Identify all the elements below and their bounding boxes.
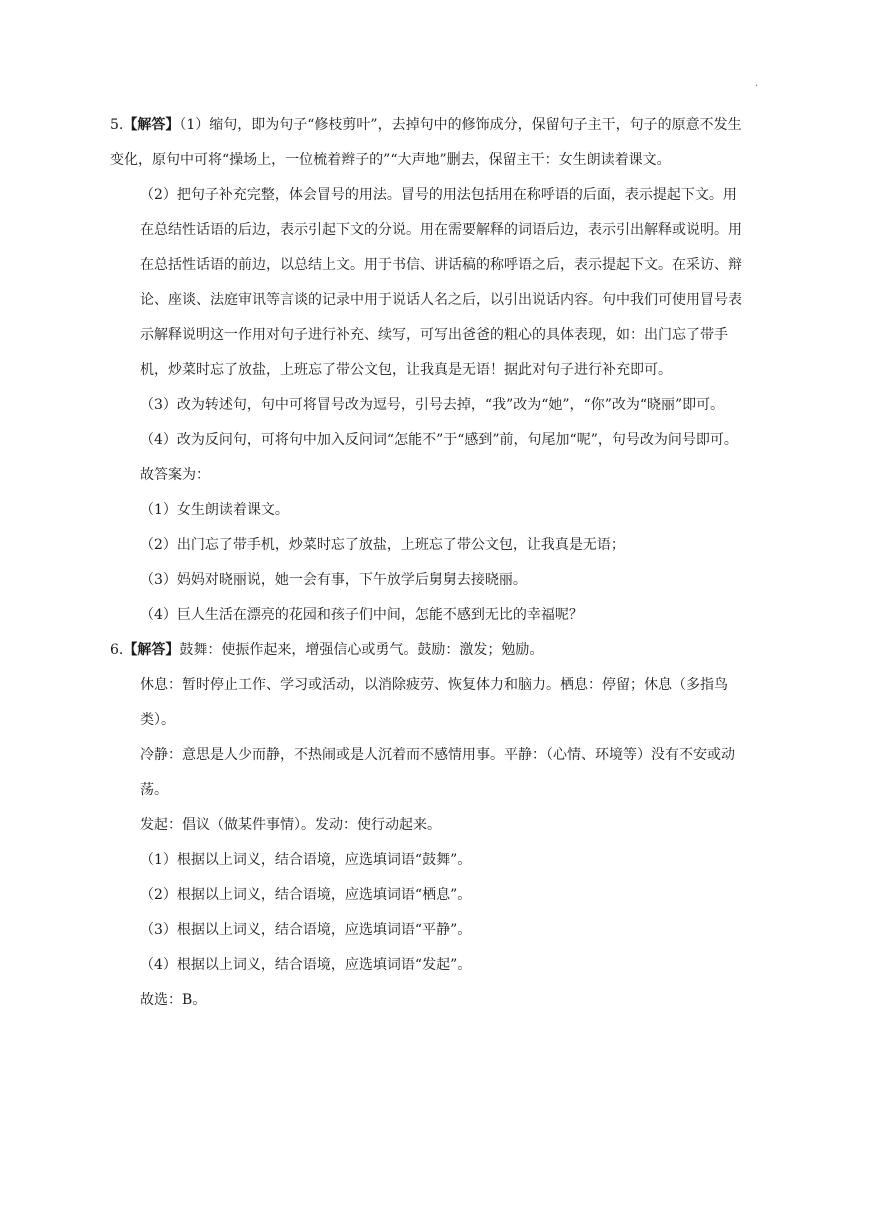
question-6-part-2: 休息：暂时停止工作、学习或活动，以消除疲劳、恢复体力和脑力。栖息：停留；休息（多指鸟类）。 (140, 677, 728, 728)
question-6-part-4: 发起：倡议（做某件事情）。发动：使行动起来。 (140, 817, 441, 833)
answer-page (110, 108, 742, 1018)
question-5-tag: 【解答】 (123, 117, 180, 133)
question-5-answer-1: （1）女生朗读着课文。 (140, 502, 289, 518)
question-6-lead (110, 633, 742, 668)
question-5-answer-intro: 故答案为： (140, 467, 210, 483)
question-5-answer-2: （2）出门忘了带手机，炒菜时忘了放盐，上班忘了带公文包，让我真是无语； (140, 537, 625, 553)
question-6-number: 6. (110, 642, 124, 658)
question-5-answer-3: （3）妈妈对晓丽说，她一会有事，下午放学后舅舅去接晓丽。 (140, 572, 527, 588)
question-5-lead-text: （1）缩句，即为句子“修枝剪叶”，去掉句中的修饰成分，保留句子主干，句子的原意不发生变化，原句中可将“操场上，一位梳着辫子的”“大声地”删去，保留主干：女生朗读着课文。 (110, 117, 742, 168)
question-6-answer-4: （4）根据以上词义，结合语境，应选填词语“发起”。 (140, 957, 472, 973)
question-6-tag: 【解答】 (123, 642, 180, 658)
question-5-answer-4: （4）巨人生活在漂亮的花园和孩子们中间，怎能不感到无比的幸福呢？ (140, 607, 583, 623)
question-5-part-4: （4）改为反问句，可将句中加入反问词“怎能不”于“感到”前，句尾加“呢”，句号改为问号即可。 (140, 432, 738, 448)
question-6-lead-text: 鼓舞：使振作起来，增强信心或勇气。鼓励：激发；勉励。 (179, 642, 544, 658)
question-6-part-3: 冷静：意思是人少而静，不热闹或是人沉着而不感情用事。平静：（心情、环境等）没有不安或动荡。 (140, 747, 735, 798)
question-6-answer-1: （1）根据以上词义，结合语境，应选填词语“鼓舞”。 (140, 852, 472, 868)
question-6-answer-2: （2）根据以上词义，结合语境，应选填词语“栖息”。 (140, 887, 472, 903)
question-5-part-2: （2）把句子补充完整，体会冒号的用法。冒号的用法包括用在称呼语的后面，表示提起下文。用在总结性话语的后边，表示引起下文的分说。用在需要解释的词语后边，表示引出解释或说明。用在总括性话语的前边，以总结上文。用于书信、讲话稿的称呼语之后，表示提起下文。在采访、辩论、座谈、法庭审讯等言谈的记录中用于说话人名之后，以引出说话内容。句中我们可使用冒号表示解释说明这一作用对句子进行补充、续写，可写出爸爸的粗心的具体表现，如：出门忘了带手机，炒菜时忘了放盐，上班忘了带公文包，让我真是无语！据此对句子进行补充即可。 (140, 187, 742, 378)
corner-mark: . (755, 78, 759, 89)
question-5-part-3: （3）改为转述句，句中可将冒号改为逗号，引号去掉，“我”改为“她”，“你”改为“晓丽”即可。 (140, 397, 725, 413)
question-6-choice: 故选：B。 (140, 992, 207, 1008)
question-5-number: 5. (110, 117, 124, 133)
question-6-answer-3: （3）根据以上词义，结合语境，应选填词语“平静”。 (140, 922, 472, 938)
question-5-lead (110, 108, 742, 178)
